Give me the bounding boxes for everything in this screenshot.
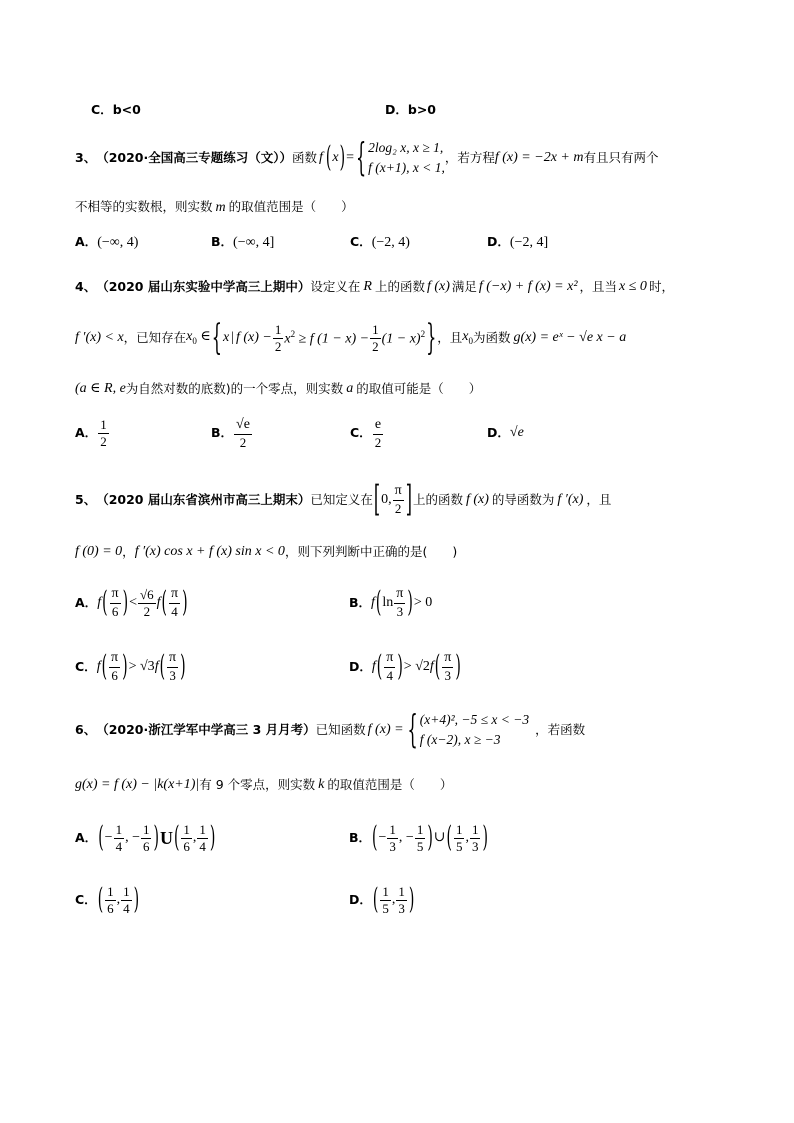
q3-option-a: A．(−∞, 4)	[75, 234, 139, 250]
q3-piecewise: 2log₂ x, x ≥ 1, f (x+1), x < 1,	[368, 140, 445, 175]
q2-option-c: C．b<0	[91, 102, 141, 117]
q5-option-c: C． f ( $\frac{\pi}{6}$ ) > √3 f ( $\frac{\pi}{3}$ )	[75, 650, 186, 684]
q4-option-d: D． √e	[487, 424, 524, 440]
q3-option-b: B．(−∞, 4]	[211, 234, 275, 250]
q4-option-c: C． $\frac{e}{2}$	[350, 417, 382, 450]
q4-option-a: A． $\frac{1}{2}$	[75, 417, 107, 449]
q5-stem-line1: 5、 （2020 届山东省滨州市高三上期末） 已知定义在 [ 0, $\frac{\pi}{2}$ ] 上的函数 f (x) 的导函数为 f ′(x) ，且	[75, 478, 612, 520]
q6-stem-line1: 6、 （2020·浙江学军中学高三 3 月月考） 已知函数 f (x) = { (x+4)², −5 ≤ x < −3 f (x−2), x ≥ −3 ，若函数	[75, 706, 586, 752]
q5-stem-line2: f (0) = 0 ， f ′(x) cos x + f (x) sin x < 0 ，则下列判断中正确的是( )	[75, 543, 458, 559]
q3-option-c: C．(−2, 4)	[350, 234, 410, 250]
q5-option-a: A． f ( $\frac{\pi}{6}$ ) < $\frac{√6}{2}$ f ( $\frac{\pi}{4}$ )	[75, 586, 188, 620]
q4-stem-line3: (a ∈ R, e 为自然对数的底数)的一个零点，则实数 a 的取值可能是（ ）	[75, 380, 482, 396]
q4-option-b: B． $\frac{√e}{2}$	[211, 417, 250, 450]
q6-option-d: D． ( $\frac{1}{5}$ , $\frac{1}{3}$ )	[349, 883, 415, 917]
q4-stem-line1: 4、 （2020 届山东实验中学高三上期中） 设定义在 R 上的函数 f (x) 满足 f (−x) + f (x) = x² ，且当 x ≤ 0 时，	[75, 278, 674, 294]
q5-option-b: B． f ( ln $\frac{\pi}{3}$ ) > 0	[349, 586, 433, 620]
q6-option-a: A． ( − $\frac{1}{4}$ , − $\frac{1}{6}$ ) U ( $\frac{1}{6}$ , $\frac{1}{4}$ )	[75, 821, 216, 855]
q6-option-c: C． ( $\frac{1}{6}$ , $\frac{1}{4}$ )	[75, 883, 140, 917]
q4-stem-line2: f ′(x) < x ，已知存在 $x_0$ ∈ { x | f (x) − $\frac{1}{2}$ $x^2 \ge f$ (1 − x) − $\frac{1}{2}$ $(1 - x)^2$ } ，且 $x_0$ 为函数 g(x) = eˣ − √e x − a	[75, 316, 627, 358]
q6-piecewise: (x+4)², −5 ≤ x < −3 f (x−2), x ≥ −3	[419, 712, 530, 747]
q5-option-d: D． f ( $\frac{\pi}{4}$ ) > √2 f ( $\frac{\pi}{3}$ )	[349, 650, 461, 684]
q6-option-b: B． ( − $\frac{1}{3}$ , − $\frac{1}{5}$ ) ∪ ( $\frac{1}{5}$ , $\frac{1}{3}$ )	[349, 821, 488, 855]
q3-stem-line2: 不相等的实数根，则实数 m 的取值范围是（ ）	[75, 199, 354, 215]
q2-option-d: D．b>0	[385, 102, 437, 117]
q3-option-d: D．(−2, 4]	[487, 234, 549, 250]
q3-stem-line1: 3、 （2020·全国高三专题练习（文）） 函数 f ( x ) = { 2log₂ x, x ≥ 1, f (x+1), x < 1, ，若方程 f (x) = −2x + m 有且只有两个	[75, 134, 659, 180]
q6-stem-line2: g(x) = f (x) − |k(x+1)| 有 9 个零点，则实数 k 的取值范围是（ ）	[75, 776, 453, 792]
